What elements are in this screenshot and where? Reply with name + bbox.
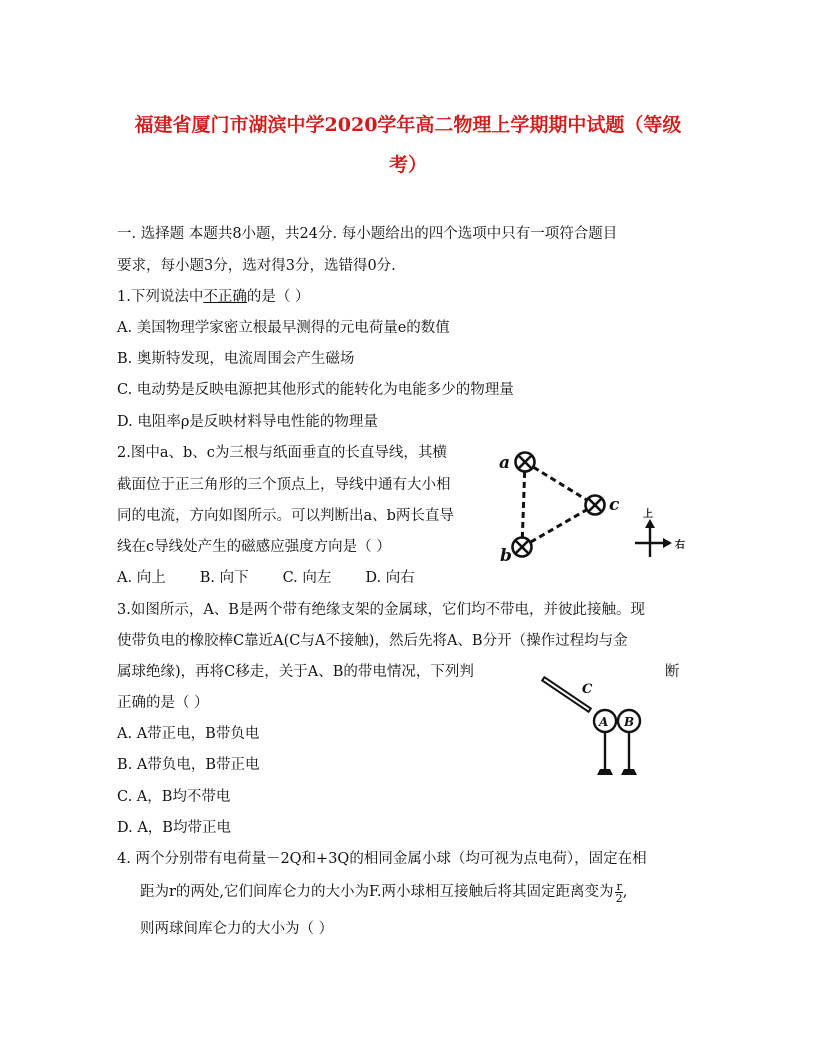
question-1-option-c: C. 电动势是反映电源把其他形式的能转化为电能多少的物理量 [117, 382, 514, 398]
question-3-line-1: 3.如图所示，A、B是两个带有绝缘支架的金属球，它们均不带电，并彼此接触。现 [117, 602, 645, 618]
question-2-options [117, 566, 449, 587]
question-1-stem-before: 1.下列说法中 [117, 289, 204, 305]
question-2-option-b: B. 向下 [199, 570, 249, 586]
wire-a-label: a [499, 453, 511, 473]
wire-b-label: b [500, 546, 512, 566]
document-title-line-1: 福建省厦门市湖滨中学2020学年高二物理上学期期中试题（等级 [134, 114, 682, 136]
fraction-denominator: 2 [615, 891, 623, 905]
question-3-option-b: B. A带负电，B带正电 [117, 757, 260, 773]
question-3-option-d: D. A，B均带正电 [117, 820, 231, 836]
question-3-line-2: 使带负电的橡胶棒C靠近A(C与A不接触)，然后先将A、B分开（操作过程均与金 [117, 633, 628, 649]
question-3-figure [540, 675, 660, 785]
question-4-line-1: 4. 两个分别带有电荷量－2Q和+3Q的相同金属小球（均可视为点电荷），固定在相 [117, 851, 647, 867]
sphere-a-label: A [599, 715, 609, 729]
question-2-line-3: 同的电流，方向如图所示。可以判断出a、b两长直导 [117, 508, 454, 524]
question-3-line-3: 属球绝缘)，再将C移走，关于A、B的带电情况，下列判 [117, 664, 474, 680]
question-1-stem-after: 的是（ ） [246, 289, 310, 305]
question-4-line-2-end: , [622, 884, 628, 900]
question-1-option-b: B. 奥斯特发现，电流周围会产生磁场 [117, 351, 355, 367]
question-2-line-1: 2.图中a、b、c为三根与纸面垂直的长直导线，其横 [117, 445, 447, 461]
question-1-option-d: D. 电阻率ρ是反映材料导电性能的物理量 [117, 414, 378, 430]
question-1-stem-underlined: 不正确 [203, 289, 247, 305]
direction-right-label: 右 [675, 540, 685, 551]
wire-b-icon [513, 538, 532, 557]
fraction-numerator: r [616, 879, 622, 893]
direction-up-label: 上 [643, 509, 653, 520]
triangle-dashed-lines [522, 462, 595, 547]
direction-axes-icon [635, 519, 672, 557]
question-4-line-2 [140, 880, 627, 904]
question-4-line-2-text: 距为r的两处,它们间库仑力的大小为F.两小球相互接触后将其固定距离变为 [140, 884, 614, 900]
question-2-option-a: A. 向上 [117, 570, 166, 586]
rod-label: C [582, 682, 593, 697]
question-2-line-2: 截面位于正三角形的三个顶点上，导线中通有大小相 [117, 477, 451, 493]
section-instructions-line-1: 一. 选择题 本题共8小题，共24分. 每小题给出的四个选项中只有一项符合题目 [117, 226, 618, 242]
question-2-option-d: D. 向右 [365, 570, 415, 586]
question-2-option-c: C. 向左 [282, 570, 332, 586]
question-4-line-3: 则两球间库仑力的大小为（ ） [140, 921, 334, 937]
question-3-option-c: C. A，B均不带电 [117, 789, 231, 805]
question-1-option-a: A. 美国物理学家密立根最早测得的元电荷量e的数值 [117, 320, 450, 336]
document-title-line-2: 考） [388, 154, 427, 176]
question-2-line-4: 线在c导线处产生的磁感应强度方向是（ ） [117, 539, 391, 555]
section-instructions-line-2: 要求，每小题3分，选对得3分，选错得0分. [117, 258, 396, 274]
sphere-b-label: B [624, 715, 635, 729]
question-3-option-a: A. A带正电，B带负电 [117, 726, 260, 742]
question-3-line-3-end: 断 [665, 664, 680, 680]
question-2-figure [495, 445, 705, 570]
wire-c-label: c [609, 495, 620, 515]
distance-fraction [615, 881, 622, 904]
wire-a-icon [516, 453, 535, 472]
wire-c-icon [586, 496, 605, 515]
question-3-line-4: 正确的是（ ） [117, 695, 209, 711]
question-1-stem [117, 285, 309, 306]
